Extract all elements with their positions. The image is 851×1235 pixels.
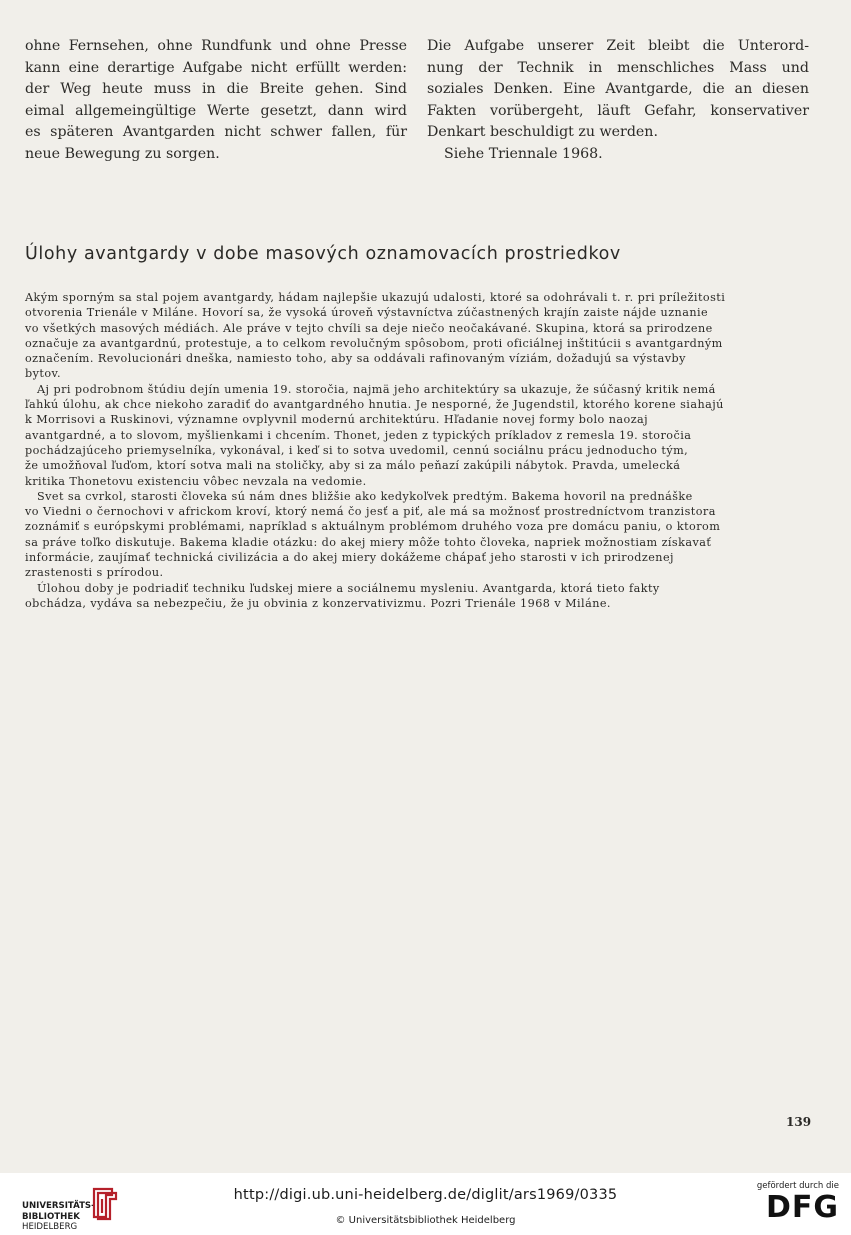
library-name-line: UNIVERSITÄTS- (22, 1201, 95, 1211)
permalink-link[interactable]: http://digi.ub.uni-heidelberg.de/diglit/ars1969/0335 (233, 1187, 618, 1203)
german-line: nung der Technik in menschliches Mass und (427, 59, 809, 76)
body-line: bytov. (25, 367, 61, 381)
body-line: vo všetkých masových médiách. Ale práve v tejto chvíli sa deje niečo neočakávané. Skupina, ktorá sa prirodzene (25, 321, 713, 335)
dfg-logo-icon: DFG (765, 1190, 839, 1225)
dfg-funder-block[interactable] (753, 1181, 839, 1229)
body-line: Aj pri podrobnom štúdiu dejín umenia 19. storočia, najmä jeho architektúry sa ukazuje, že súčasný kritik nemá (37, 382, 716, 396)
body-line: ľahkú úlohu, ak chce niekoho zaradiť do avantgardného hnutia. Je nesporné, že Jugendstil, ktorého korene siahajú (25, 398, 724, 412)
body-line: Svet sa cvrkol, starosti človeka sú nám dnes bližšie ako kedykoľvek predtým. Bakema hovoril na prednáške (37, 489, 693, 503)
german-line: kann eine derartige Aufgabe nicht erfüllt werden: (25, 59, 407, 76)
slovak-body-text (25, 290, 809, 611)
german-line: Die Aufgabe unserer Zeit bleibt die Unterord- (427, 38, 809, 54)
german-line: ohne Fernsehen, ohne Rundfunk und ohne Presse (25, 38, 407, 54)
page-number: 139 (786, 1115, 812, 1129)
german-line: der Weg heute muss in die Breite gehen. Sind (25, 81, 407, 97)
body-line: obchádza, vydáva sa nebezpečiu, že ju obvinia z konzervativizmu. Pozri Trienále 1968 v Miláne. (25, 596, 611, 610)
body-line: avantgardné, a to slovom, myšlienkami i chcením. Thonet, jeden z typických príkladov z remesla 19. storočia (25, 428, 692, 442)
copyright-notice: © Universitätsbibliothek Heidelberg (335, 1215, 516, 1226)
body-line: otvorenia Trienále v Miláne. Hovorí sa, že vysoká úroveň výstavníctva zúčastnených krajín zaiste nájde uznanie (25, 306, 709, 320)
german-column-left (25, 36, 407, 165)
german-line: neue Bewegung zu sorgen. (25, 145, 220, 162)
body-line: označením. Revolucionári dneška, namiesto toho, aby sa oddávali rafinovaným víziám, dožadujú sa výstavby (25, 352, 686, 366)
funder-caption: gefördert durch die (756, 1181, 839, 1191)
german-line: Siehe Triennale 1968. (444, 145, 603, 162)
section-heading: Úlohy avantgardy v dobe masových oznamovacích prostriedkov (25, 244, 621, 264)
body-line: vo Viedni o černochovi v africkom kroví, ktorý nemá čo jesť a piť, ale má sa možnosť prostredníctvom tranzistora (25, 505, 716, 519)
body-line: sa práve toľko diskutuje. Bakema kladie otázku: do akej miery môže tohto človeka, napriek možnostiam získavať (25, 535, 712, 549)
body-line: informácie, zaujímať technická civilizácia a do akej miery dokážeme chápať jeho starosti v ich prirodzenej (25, 551, 674, 565)
body-line: pochádzajúceho priemyselníka, vykonával, i keď si to sotva uvedomil, cennú sociálnu prácu jednoducho tým, (25, 443, 689, 457)
body-line: k Morrisovi a Ruskinovi, významne ovplyvnil modernú architektúru. Hľadanie novej formy bolo naozaj (25, 413, 649, 427)
body-line: Úlohou doby je podriadiť techniku ľudskej miere a sociálnemu mysleniu. Avantgarda, ktorá tieto fakty (37, 581, 660, 595)
german-line: eimal allgemeingültige Werte gesetzt, dann wird (25, 102, 407, 119)
body-line: kritika Thonetovu existenciu vôbec nevzala na vedomie. (25, 474, 367, 488)
library-name-line: HEIDELBERG (22, 1222, 78, 1232)
german-line: es späteren Avantgarden nicht schwer fallen, für (25, 124, 407, 140)
german-line: soziales Denken. Eine Avantgarde, die an diesen (427, 81, 809, 97)
digitization-footer (0, 1173, 851, 1235)
german-line: Denkart beschuldigt zu werden. (427, 124, 658, 140)
body-line: že umožňoval ľuďom, ktorí sotva mali na stoličky, aby si za málo peňazí zakúpili nábytok. Pravda, umelecká (25, 459, 681, 473)
body-line: označuje za avantgardnú, protestuje, a to celkom revolučným spôsobom, proti oficiálnej inštitúcii s avantgardným (25, 336, 723, 350)
german-column-right (427, 36, 809, 165)
body-line: Akým sporným sa stal pojem avantgardy, hádam najlepšie ukazujú udalosti, ktoré sa odohrávali t. r. pri príležitosti (25, 291, 726, 304)
german-line: Fakten vorübergeht, läuft Gefahr, konservativer (427, 102, 809, 119)
permalink-url[interactable] (0, 1187, 851, 1203)
body-line: zrastenosti s prírodou. (25, 566, 164, 580)
body-line: zoznámiť s európskymi problémami, napríklad s aktuálnym problémom druhého voza pre domácu paniu, o ktorom (25, 520, 721, 534)
library-name-line: BIBLIOTHEK (22, 1211, 80, 1222)
